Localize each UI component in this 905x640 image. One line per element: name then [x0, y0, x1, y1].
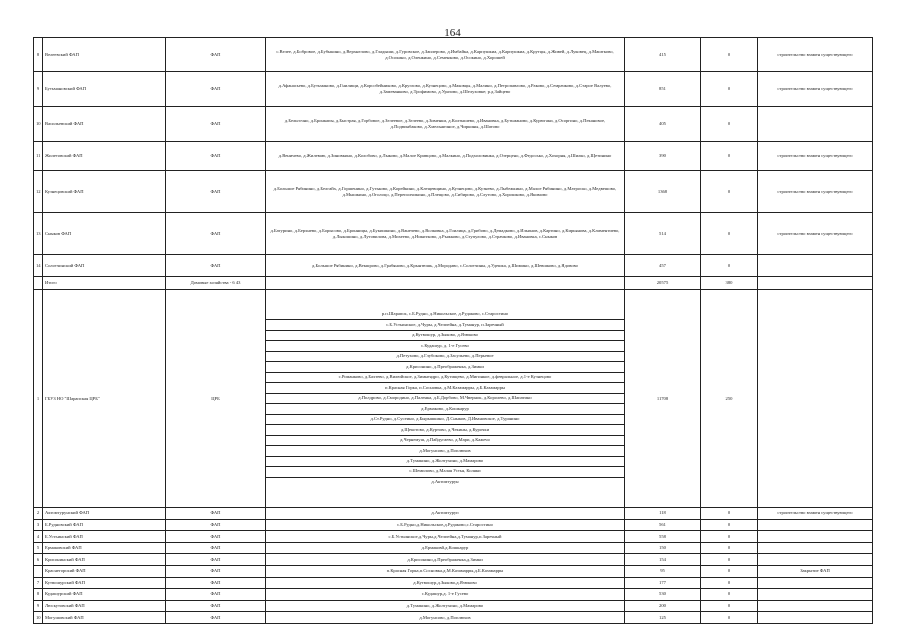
population: 95 [625, 565, 701, 577]
facility-name: Люскутовский ФАП [43, 600, 166, 612]
row-number: 9 [34, 600, 43, 612]
extra-count: 250 [701, 290, 758, 508]
note: Закрытие ФАП [758, 565, 873, 577]
table-row [34, 600, 873, 612]
facility-name: Васильевский ФАП [43, 107, 166, 142]
table-row [34, 554, 873, 566]
facility-type: ФАП [166, 612, 266, 624]
facility-name: Кутвошурский ФАП [43, 577, 166, 589]
total-extra: 380 [701, 277, 758, 290]
note: строительство взамен существующего [758, 72, 873, 107]
extra-count: 0 [701, 142, 758, 171]
facility-type: ФАП [166, 565, 266, 577]
row-number: 1 [34, 290, 43, 508]
facility-type: ФАП [166, 589, 266, 601]
note [758, 589, 873, 601]
facility-type: ФАП [166, 255, 266, 277]
facility-type: ФАП [166, 72, 266, 107]
population: 125 [625, 612, 701, 624]
facility-type: ФАП [166, 213, 266, 255]
note [758, 542, 873, 554]
extra-count: 0 [701, 213, 758, 255]
row-number: 10 [34, 612, 43, 624]
table-row [34, 577, 873, 589]
table-row [34, 142, 873, 171]
row-number: 13 [34, 213, 43, 255]
total-type: Домовые хозяйства - 6 43 [166, 277, 266, 290]
settlements: с.Велее, д.Бобровое, д.Бубыкино, д.Верхнелово, д.Гладыши, д.Гуровское, д.Заилерово, д.Имбайка, д.Карпушкиа, д.Карпушкиа, д.Крутцы, д.Живей, д.Луковец, д.Маштково, д.Осокино, д.Оленкино, д.Семенково, д.Осокино, д.Хорошей [266, 38, 625, 72]
row-number: 9 [34, 72, 43, 107]
facility-name: Велеевский ФАП [43, 38, 166, 72]
facility-type: ФАП [166, 107, 266, 142]
population: 118 [625, 508, 701, 520]
settlements: с.Кудашур,д. 1-е Гусево [266, 589, 625, 601]
facility-name: Солотчинский ФАП [43, 255, 166, 277]
row-number: 14 [34, 255, 43, 277]
settlement-entry: д.Ермаково, д.Кошкарур [266, 404, 624, 414]
settlements: с.Б.Рудно,д.Никольское,д.Рудаково,с.Старостино [266, 519, 625, 531]
row-number: 2 [34, 508, 43, 520]
settlements: д.Крисонино,д.Преображенка,д.Зимки [266, 554, 625, 566]
extra-count: 0 [701, 589, 758, 601]
population: 177 [625, 577, 701, 589]
settlement-entry: д.Щекотово, д.Куртово, д.Чекины, д.Курочки [266, 425, 624, 435]
extra-count: 0 [701, 531, 758, 543]
extra-count: 0 [701, 171, 758, 213]
settlement-entry: д.Полдрово, д.Смородино, д.Паленка, д.Б.Дорбово, М.Чвернок, д.Королево, д.Шапатино [266, 393, 624, 403]
row-number [34, 565, 43, 577]
population: 150 [625, 542, 701, 554]
note [758, 255, 873, 277]
note [758, 612, 873, 624]
row-number: 12 [34, 171, 43, 213]
population: 851 [625, 72, 701, 107]
facility-type: ФАП [166, 600, 266, 612]
facility-type: ФАП [166, 142, 266, 171]
settlements: д.Ермаковй,д.Кошкарур [266, 542, 625, 554]
settlement-entry: д.Петухово, д.Глубоково, д.Засульево, д.Перьевое [266, 351, 624, 361]
facility-name: Жилетовский ФАП [43, 142, 166, 171]
facility-name: Б.Устьинский ФАП [43, 531, 166, 543]
row-number: 8 [34, 38, 43, 72]
settlement-entry: с.Шемилово, д.Малая Устья, Коляки [266, 467, 624, 477]
settlements: д.Бельгочно, д.Бронкапы, д.Быстрая, д.Горбовое, д.Зелеевое, д.Зелеево, д.Зименки, д.Колтышево, д.Ивановка, д.Бутьманово, д.Курюгаки, д.Осоргино, д.Пекановое, д.Подвинбаково, д.Хмельничное, д.Чиркины, д.Шатово [266, 107, 625, 142]
population: 561 [625, 519, 701, 531]
table-row [34, 519, 873, 531]
facility-name: ГБУЗ НО "Шарапская ЦРБ" [43, 290, 166, 508]
settlement-entry: д.Ст.Рудно, д.Сусеино, д.Бырышкино, Д.Сныков, Д.Ивановское, д.Туранино [266, 414, 624, 424]
facility-type: ФАП [166, 554, 266, 566]
facility-type: ФАП [166, 171, 266, 213]
row-number: 10 [34, 107, 43, 142]
extra-count: 0 [701, 542, 758, 554]
population: 1368 [625, 171, 701, 213]
table-row [34, 38, 873, 72]
table-row [34, 531, 873, 543]
row-number: 3 [34, 519, 43, 531]
facility-name: Актомтурунский ФАП [43, 508, 166, 520]
crb-row [34, 290, 873, 508]
extra-count: 0 [701, 600, 758, 612]
note: строительство взамен существующего [758, 508, 873, 520]
facility-name: Краснегорский ФАП [43, 565, 166, 577]
facility-type: ФАП [166, 531, 266, 543]
table-row [34, 508, 873, 520]
facility-name: Кудашурский ФАП [43, 589, 166, 601]
extra-count: 0 [701, 577, 758, 589]
row-number: 8 [34, 589, 43, 601]
extra-count: 0 [701, 255, 758, 277]
facility-name: Могушовский ФАП [43, 612, 166, 624]
extra-count: 0 [701, 612, 758, 624]
row-number: 7 [34, 577, 43, 589]
facility-type: ЦРБ [166, 290, 266, 508]
table-row [34, 542, 873, 554]
note [758, 290, 873, 508]
table-row [34, 612, 873, 624]
row-number: 5 [34, 542, 43, 554]
settlements: д.Могунсово, д.Поплюхов [266, 612, 625, 624]
total-label: Итого [43, 277, 166, 290]
note: строительство взамен существующего [758, 171, 873, 213]
note [758, 531, 873, 543]
extra-count: 0 [701, 38, 758, 72]
note: строительство взамен существующего [758, 38, 873, 72]
note [758, 107, 873, 142]
extra-count: 0 [701, 72, 758, 107]
facility-table [33, 37, 873, 624]
settlement-entry: с.Кудашур, д. 1-е Гусево [266, 341, 624, 351]
page-number: 164 [444, 27, 461, 39]
facility-type: ФАП [166, 508, 266, 520]
facility-type: ФАП [166, 519, 266, 531]
settlements: д.Большое Рябинино, д.Белгайх, д.Горшенино, д.Гутьково, д.Корейкино, д.Клещевщино, д.Кузнецово, д.Кузнево, д.Лыбежкино, д.Малое Рябинино, д.Матроско, д.Медвешово, д.Мышкино, д.Оголоцо, д.Переполчикино, д.Плещово, д.Сибирово, д.Слутово, д.Хорошково, д.Якимово [266, 171, 625, 213]
note [758, 554, 873, 566]
facility-type: ФАП [166, 542, 266, 554]
settlement-entry: п.Красная Горка, п.Сосновка, д.М.Казамарры, д.Б.Казамарры [266, 383, 624, 393]
population: 558 [625, 531, 701, 543]
note: строительство взамен существующего [758, 142, 873, 171]
population: 415 [625, 38, 701, 72]
extra-count: 0 [701, 519, 758, 531]
facility-name: Сныков ФАП [43, 213, 166, 255]
settlement-entry: с.Романково, д.Бахтево, д.Вилюйское, д.Зимнеядро, д.Кутищево, д.Мигинкое, д.февральное, д.1-е Кузнецово [266, 372, 624, 382]
settlement-entry: р.п.Шарапск, с.Б.Рудно, д.Никольское, д.Рудаково, с.Старостино [266, 310, 624, 320]
population: 530 [625, 589, 701, 601]
population: 405 [625, 107, 701, 142]
settlements: п.Красная Горка,п.Сосновка,д.М.Казамарры,д.Б.Казамарры [266, 565, 625, 577]
population: 390 [625, 142, 701, 171]
settlements: д.Батурино, д.Берхнево, д.Борысово, д.Бронницы, д.Букишкино, д.Ванечево, д.Волковка, д.Гоилица, д.Грибово, д.Демадково, д.Ильинов, д.Картино, д.Кирьянова, д.Климентиево, д.Лыкошино, д.Лутовилова, д.Михеево, д.Никитково, д.Рыжково, д.Ступулово, д.Страчково, д.Ивановка, с.Сныков [266, 213, 625, 255]
population: 457 [625, 255, 701, 277]
facility-name: Бутьмановский ФАП [43, 72, 166, 107]
extra-count: 0 [701, 565, 758, 577]
note [758, 577, 873, 589]
table-row [34, 72, 873, 107]
total-population: 20575 [625, 277, 701, 290]
population: 154 [625, 554, 701, 566]
total-row [34, 277, 873, 290]
extra-count: 0 [701, 554, 758, 566]
population: 200 [625, 600, 701, 612]
settlements: д.Тумакино, д.Жолтухино, д.Мамарово [266, 600, 625, 612]
settlements: д.Веничево, д.Жилеваю, д.Зиновкино, д.Колобово, д.Лыково, д.Малое Кривцово, д.Малкино, д.Подхоловинка, д.Озерцено, д.Федосько, д.Хохорня, д.Шилко, д.Щетинино [266, 142, 625, 171]
row-number: 4 [34, 531, 43, 543]
settlement-entry: д.Могунсово, д.Поплюхов [266, 446, 624, 456]
settlements: д.Большое Рябинино, д.Векшрово, д.Грабяново, д.Крынтюшь, д.Мородаво, с.Солотчины, д.Удешка, д.Шимино, д.Шевшково, д.Ядовово [266, 255, 625, 277]
settlements-list [266, 290, 625, 508]
table-row [34, 565, 873, 577]
table-row [34, 107, 873, 142]
settlement-entry: д.Кутвошур, д.Зыково, д.Язюково [266, 330, 624, 340]
table-row [34, 589, 873, 601]
extra-count: 0 [701, 107, 758, 142]
settlements: д.Афанасьево, д.Бутьманово, д.Гнилищи, д.Корсобейниково, д.Круглово, д.Кузнецово, д.Маковцы, д.Малино, д.Петропавлово, д.Раково, д.Семрачково, д.Старое Валуево, д.Замеванково, д.Трофимово, д.Уразово, д.Шелуховке; р.д.Зайцево [266, 72, 625, 107]
extra-count: 0 [701, 508, 758, 520]
facility-name: Крисонинский ФАП [43, 554, 166, 566]
settlements: д.Актомтуруп [266, 508, 625, 520]
settlement-entry: д.Крисонино, д.Преображенка, д.Зимки [266, 362, 624, 372]
table-row [34, 255, 873, 277]
facility-name: Кузнецовский ФАП [43, 171, 166, 213]
table-row [34, 213, 873, 255]
row-number: 6 [34, 554, 43, 566]
facility-type: ФАП [166, 38, 266, 72]
row-number: 11 [34, 142, 43, 171]
settlement-entry: д.Актомтурун [431, 478, 459, 484]
note [758, 519, 873, 531]
table-row [34, 171, 873, 213]
settlements: с.Б.Устьинское,д.Чуры,д.Челпейна,д.Туманур,п.Заречный [266, 531, 625, 543]
settlements: д.Кутвошур,д.Зыково,д.Язюково [266, 577, 625, 589]
settlement-entry: д.Тумакино, д.Жолтухино, д.Мамарово [266, 456, 624, 466]
population: 11708 [625, 290, 701, 508]
facility-name: Ермаковский ФАП [43, 542, 166, 554]
facility-name: Б.Рудновский ФАП [43, 519, 166, 531]
settlement-entry: с.Б.Устьинское, д.Чуры, д.Челпейна, д.Туманур, п.Заречный [266, 320, 624, 330]
note: строительство взамен существующего [758, 213, 873, 255]
population: 514 [625, 213, 701, 255]
facility-type: ФАП [166, 577, 266, 589]
settlement-entry: д.Чернемуш, д.Пайдугаево, д.Мари, д.Кажечо [266, 435, 624, 445]
note [758, 600, 873, 612]
